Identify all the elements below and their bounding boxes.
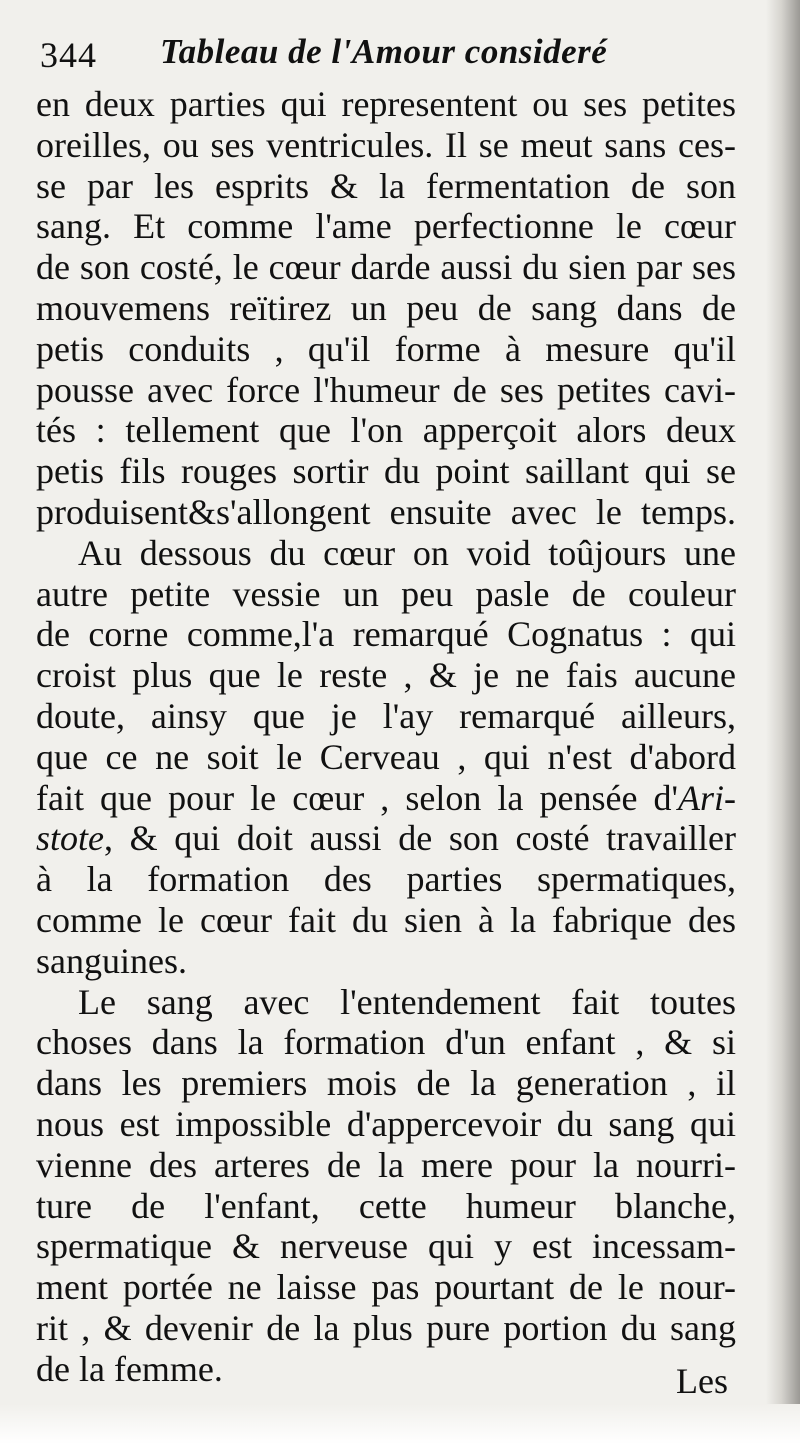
catchword: Les bbox=[676, 1361, 728, 1401]
page-bottom-margin bbox=[0, 1404, 800, 1444]
text-line: croist plus que le reste , & je ne fais aucune bbox=[36, 655, 736, 696]
text-line: de corne comme,l'a remarqué Cognatus : qui bbox=[36, 614, 736, 655]
text-line: ture de l'enfant, cette humeur blanche, bbox=[36, 1185, 736, 1226]
text-line: choses dans la formation d'un enfant , & si bbox=[36, 1022, 736, 1063]
text-line: petis fils rouges sortir du point saillant qui se bbox=[36, 451, 736, 492]
text-line: oreilles, ou ses ventricules. Il se meut sans ces- bbox=[36, 124, 736, 165]
text-line: à la formation des parties spermatiques, bbox=[36, 859, 736, 900]
text-line: de la femme. bbox=[36, 1348, 223, 1389]
text-line bbox=[36, 818, 736, 859]
text-line: tés : tellement que l'on apperçoit alors deux bbox=[36, 410, 736, 451]
text-line: ment portée ne laisse pas pourtant de le nour- bbox=[36, 1267, 736, 1308]
text-line: rit , & devenir de la plus pure portion du sang bbox=[36, 1307, 736, 1348]
text-line: mouvemens reïtirez un peu de sang dans de bbox=[36, 287, 736, 328]
page-header bbox=[40, 24, 740, 84]
text-line: Le sang avec l'entendement fait toutes bbox=[78, 981, 736, 1022]
text-line bbox=[36, 778, 736, 819]
text-line: vienne des arteres de la mere pour la nourri- bbox=[36, 1144, 736, 1185]
text-segment: , & qui doit aussi de son costé travailler bbox=[104, 818, 736, 859]
page-edge-shadow bbox=[766, 0, 800, 1444]
text-line: Au dessous du cœur on void toûjours une bbox=[78, 532, 736, 573]
text-segment: fait que pour le cœur , selon la pensée d' bbox=[36, 777, 678, 818]
page-number: 344 bbox=[40, 35, 97, 75]
text-line: autre petite vessie un peu pasle de couleur bbox=[36, 573, 736, 614]
text-line: petis conduits , qu'il forme à mesure qu'il bbox=[36, 328, 736, 369]
text-line: de son costé, le cœur darde aussi du sien par ses bbox=[36, 247, 736, 288]
text-line: dans les premiers mois de la generation , il bbox=[36, 1063, 736, 1104]
text-line: en deux parties qui representent ou ses petites bbox=[36, 84, 736, 124]
body-text bbox=[36, 84, 736, 1390]
text-line: se par les esprits & la fermentation de son bbox=[36, 165, 736, 206]
text-line: sang. Et comme l'ame perfectionne le cœur bbox=[36, 206, 736, 247]
text-line: doute, ainsy que je l'ay remarqué ailleurs, bbox=[36, 695, 736, 736]
text-line: sanguines. bbox=[36, 940, 187, 981]
text-line: nous est impossible d'appercevoir du sang qui bbox=[36, 1103, 736, 1144]
text-line: pousse avec force l'humeur de ses petites cavi- bbox=[36, 369, 736, 410]
text-line: comme le cœur fait du sien à la fabrique des bbox=[36, 899, 736, 940]
italic-name: Ari- bbox=[678, 777, 736, 818]
text-line: produisent&s'allongent ensuite avec le temps. bbox=[36, 491, 736, 532]
italic-name: stote bbox=[36, 818, 104, 859]
running-head: Tableau de l'Amour consideré bbox=[160, 32, 608, 71]
text-line: que ce ne soit le Cerveau , qui n'est d'abord bbox=[36, 736, 736, 777]
text-line: spermatique & nerveuse qui y est incessam- bbox=[36, 1226, 736, 1267]
